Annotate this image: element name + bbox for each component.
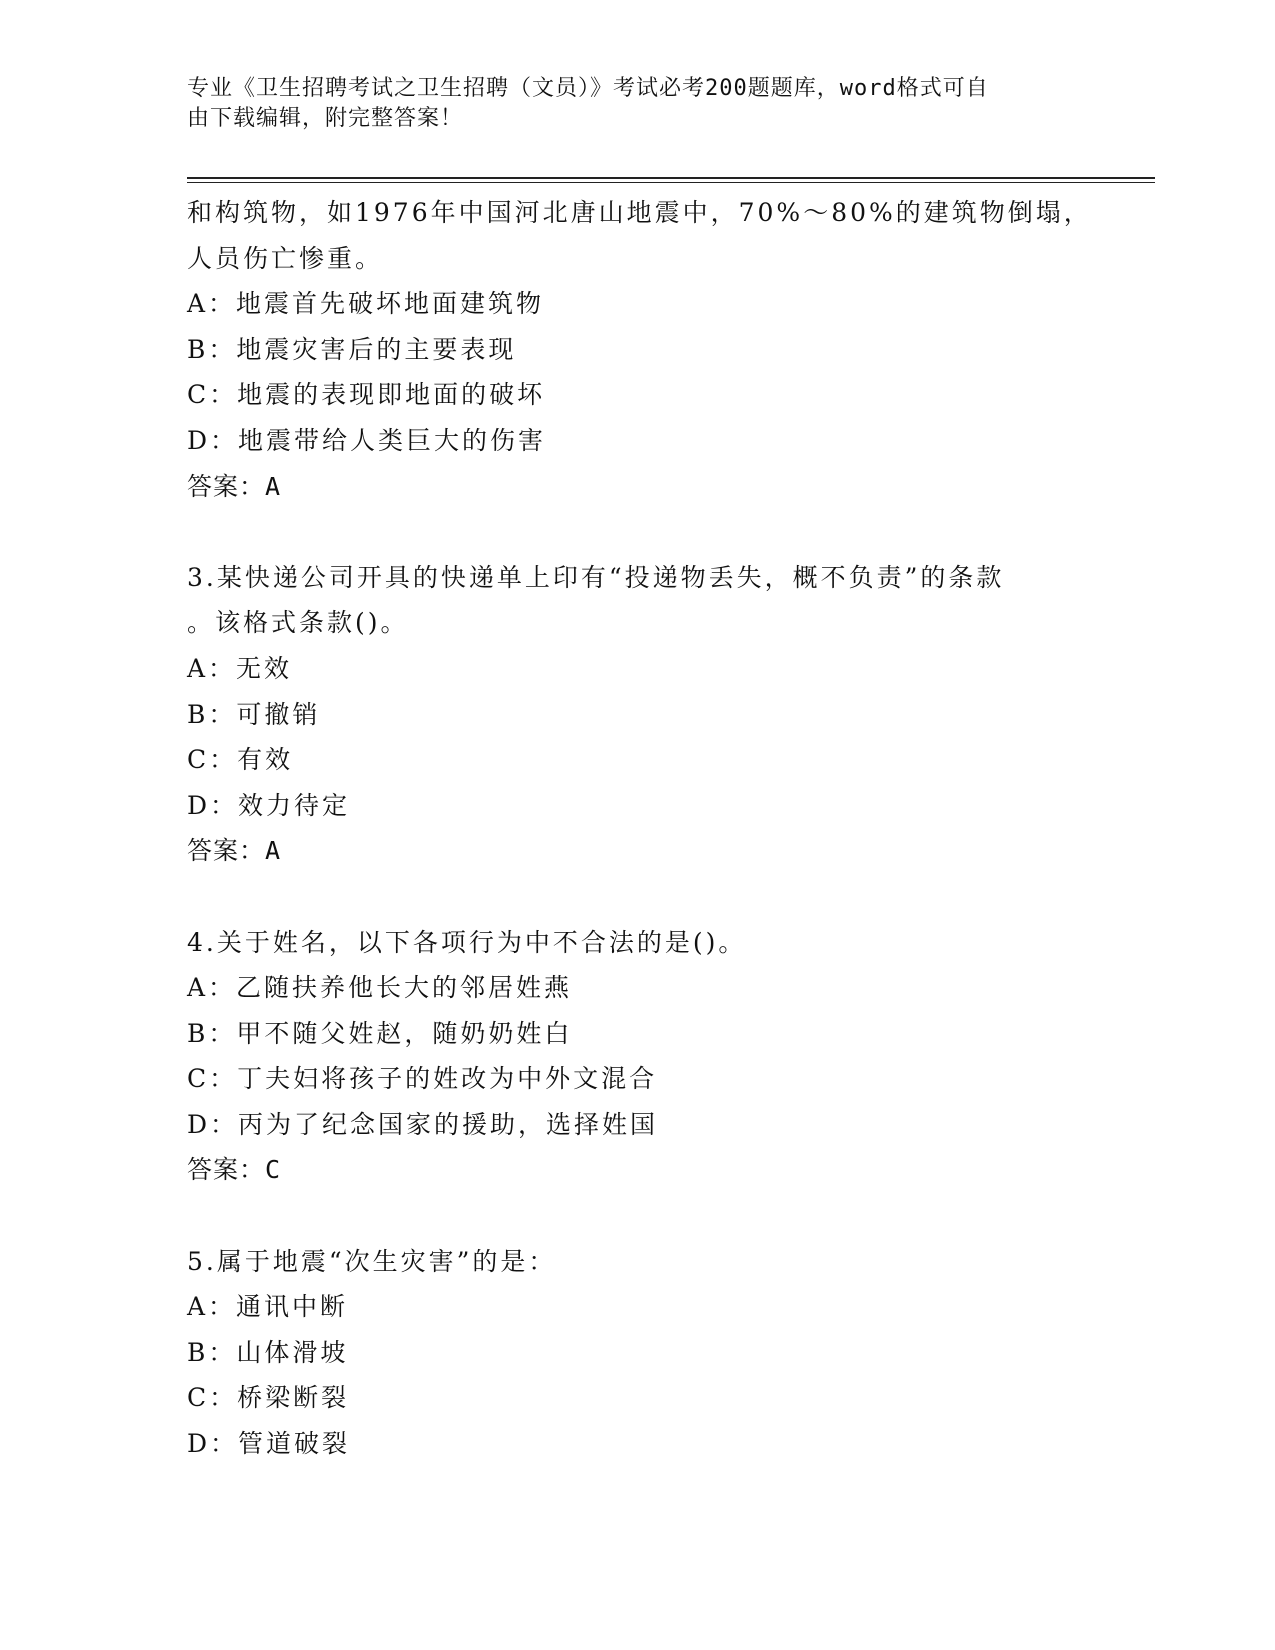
option-a: A：地震首先破坏地面建筑物 [187, 289, 545, 319]
option-d: D：地震带给人类巨大的伤害 [187, 425, 547, 455]
question-stem: 。该格式条款()。 [187, 608, 409, 638]
question-stem: 5.属于地震“次生灾害”的是： [187, 1246, 557, 1276]
document-header [187, 74, 1067, 134]
answer: 答案：C [187, 1155, 282, 1185]
option-a: A：乙随扶养他长大的邻居姓燕 [187, 973, 573, 1003]
option-c: C：丁夫妇将孩子的姓改为中外文混合 [187, 1064, 658, 1094]
option-d: D：丙为了纪念国家的援助，选择姓国 [187, 1109, 659, 1139]
option-b: B：可撤销 [187, 699, 321, 729]
option-a: A：通讯中断 [187, 1292, 349, 1322]
header-rule-thick [187, 177, 1155, 179]
question-content [187, 190, 1092, 1467]
spacer [187, 874, 1087, 920]
question-stem: 和构筑物，如1976年中国河北唐山地震中，70%～80%的建筑物倒塌， [187, 198, 1092, 227]
answer: 答案：A [187, 836, 282, 866]
answer: 答案：A [187, 471, 282, 501]
option-d: D：管道破裂 [187, 1429, 351, 1459]
question-2 [187, 190, 1092, 509]
question-stem: 人员伤亡惨重。 [187, 243, 384, 273]
header-rule-thin [187, 182, 1155, 183]
option-a: A：无效 [187, 653, 293, 683]
option-b: B：甲不随父姓赵，随奶奶姓白 [187, 1018, 573, 1048]
question-stem: 4.关于姓名，以下各项行为中不合法的是()。 [187, 927, 747, 957]
question-stem: 3.某快递公司开具的快递单上印有“投递物丢失，概不负责”的条款 [187, 562, 1005, 592]
question-3 [187, 555, 1087, 874]
option-d: D：效力待定 [187, 790, 351, 820]
option-b: B：地震灾害后的主要表现 [187, 334, 517, 364]
question-4 [187, 920, 1087, 1194]
option-c: C：桥梁断裂 [187, 1383, 350, 1413]
spacer [187, 509, 1087, 555]
question-5 [187, 1239, 1087, 1467]
header-line-2: 由下载编辑，附完整答案！ [187, 106, 464, 131]
spacer [187, 1193, 1087, 1239]
header-line-1: 专业《卫生招聘考试之卫生招聘（文员）》考试必考200题题库，word格式可自 [187, 76, 989, 101]
option-c: C：地震的表现即地面的破坏 [187, 380, 546, 410]
option-c: C：有效 [187, 745, 294, 775]
option-b: B：山体滑坡 [187, 1337, 349, 1367]
